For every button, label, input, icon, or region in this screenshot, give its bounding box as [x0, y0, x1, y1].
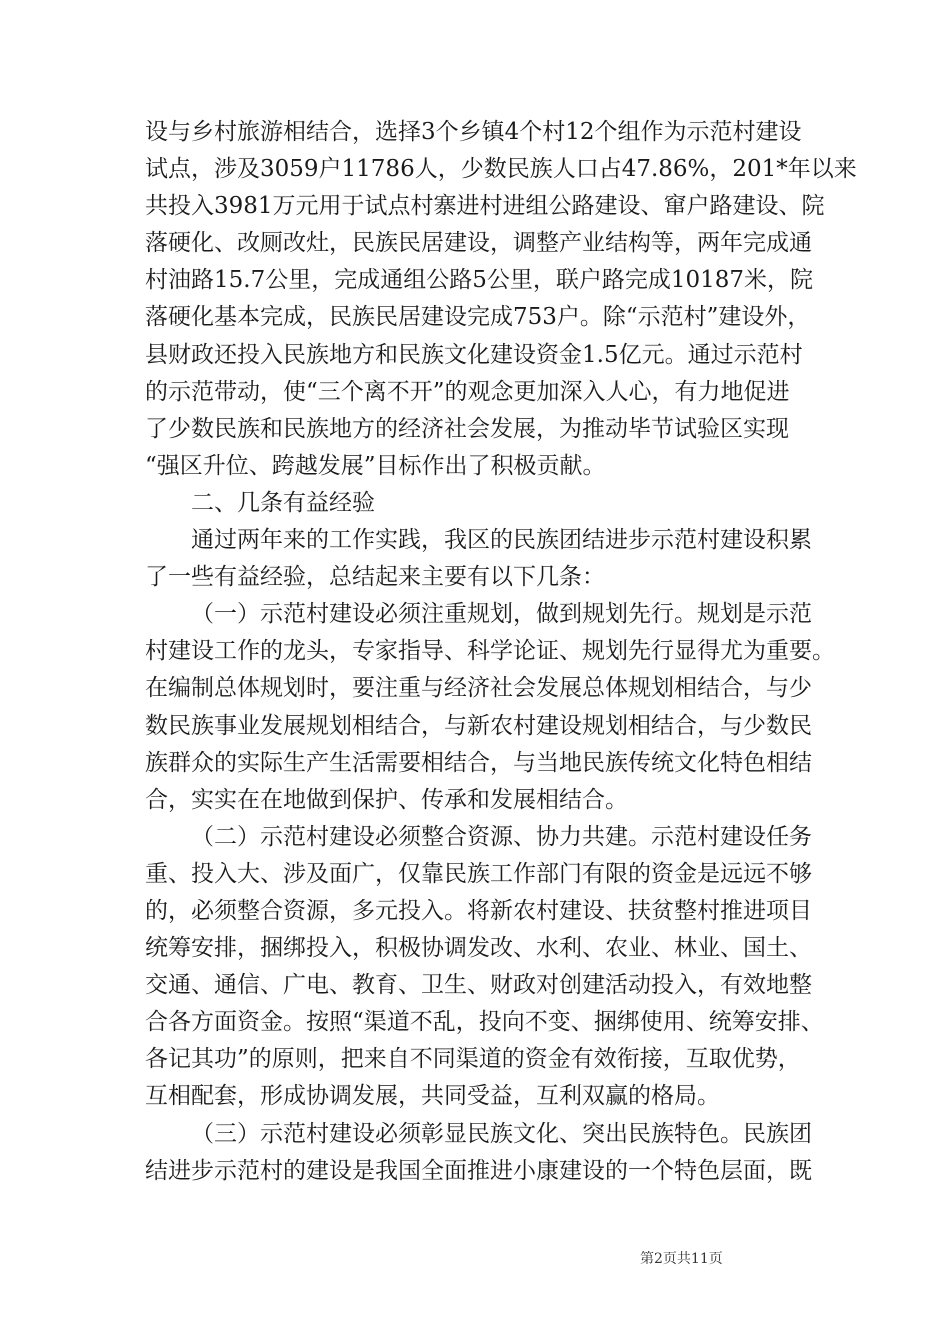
text-line: 合各方面资金。按照“渠道不乱，投向不变、捆绑使用、统筹安排、: [145, 1009, 824, 1036]
section-heading: 二、几条有益经验: [191, 489, 375, 516]
paragraph-start: （二）示范村建设必须整合资源、协力共建。示范村建设任务: [191, 823, 812, 850]
text-line: 在编制总体规划时，要注重与经济社会发展总体规划相结合，与少: [145, 675, 812, 702]
text-line: 了一些有益经验，总结起来主要有以下几条：: [145, 564, 605, 591]
text-line: 落硬化基本完成，民族民居建设完成753户。除“示范村”建设外，: [145, 304, 811, 331]
page-number: 第2页共11页: [640, 1251, 723, 1267]
text-line: 交通、通信、广电、教育、卫生、财政对创建活动投入，有效地整: [145, 972, 812, 999]
document-body: [145, 114, 857, 1190]
text-line: 县财政还投入民族地方和民族文化建设资金1.5亿元。通过示范村: [145, 341, 803, 368]
text-line: 结进步示范村的建设是我国全面推进小康建设的一个特色层面，既: [145, 1157, 812, 1184]
text-line: 村建设工作的龙头，专家指导、科学论证、规划先行显得尤为重要。: [145, 638, 835, 665]
text-line: 重、投入大、涉及面广，仅靠民族工作部门有限的资金是远远不够: [145, 860, 812, 887]
text-line: 设与乡村旅游相结合，选择3个乡镇4个村12个组作为示范村建设: [145, 119, 802, 145]
text-line: 各记其功”的原则，把来自不同渠道的资金有效衔接，互取优势，: [145, 1046, 801, 1073]
text-line: 了少数民族和民族地方的经济社会发展，为推动毕节试验区实现: [145, 415, 789, 442]
text-line: “强区升位、跨越发展”目标作出了积极贡献。: [145, 452, 606, 479]
paragraph-start: （三）示范村建设必须彰显民族文化、突出民族特色。民族团: [191, 1120, 812, 1147]
paragraph-start: （一）示范村建设必须注重规划，做到规划先行。规划是示范: [191, 601, 812, 628]
text-line: 试点，涉及3059户11786人，少数民族人口占47.86%，201*年以来: [145, 156, 857, 183]
text-line: 互相配套，形成协调发展，共同受益，互利双赢的格局。: [145, 1083, 720, 1110]
text-line: 村油路15.7公里，完成通组公路5公里，联户路完成10187米，院: [145, 267, 814, 294]
paragraph-start: 通过两年来的工作实践，我区的民族团结进步示范村建设积累: [191, 527, 812, 554]
text-line: 统筹安排，捆绑投入，积极协调发改、水利、农业、林业、国土、: [145, 935, 812, 962]
text-line: 落硬化、改厕改灶，民族民居建设，调整产业结构等，两年完成通: [145, 230, 812, 257]
text-line: 的，必须整合资源，多元投入。将新农村建设、扶贫整村推进项目: [145, 897, 812, 924]
text-line: 合，实实在在地做到保护、传承和发展相结合。: [145, 786, 628, 813]
text-line: 的示范带动，使“三个离不开”的观念更加深入人心，有力地促进: [145, 378, 790, 405]
text-line: 共投入3981万元用于试点村寨进村进组公路建设、窜户路建设、院: [145, 193, 825, 220]
text-line: 族群众的实际生产生活需要相结合，与当地民族传统文化特色相结: [145, 749, 812, 776]
text-line: 数民族事业发展规划相结合，与新农村建设规划相结合，与少数民: [145, 712, 812, 739]
